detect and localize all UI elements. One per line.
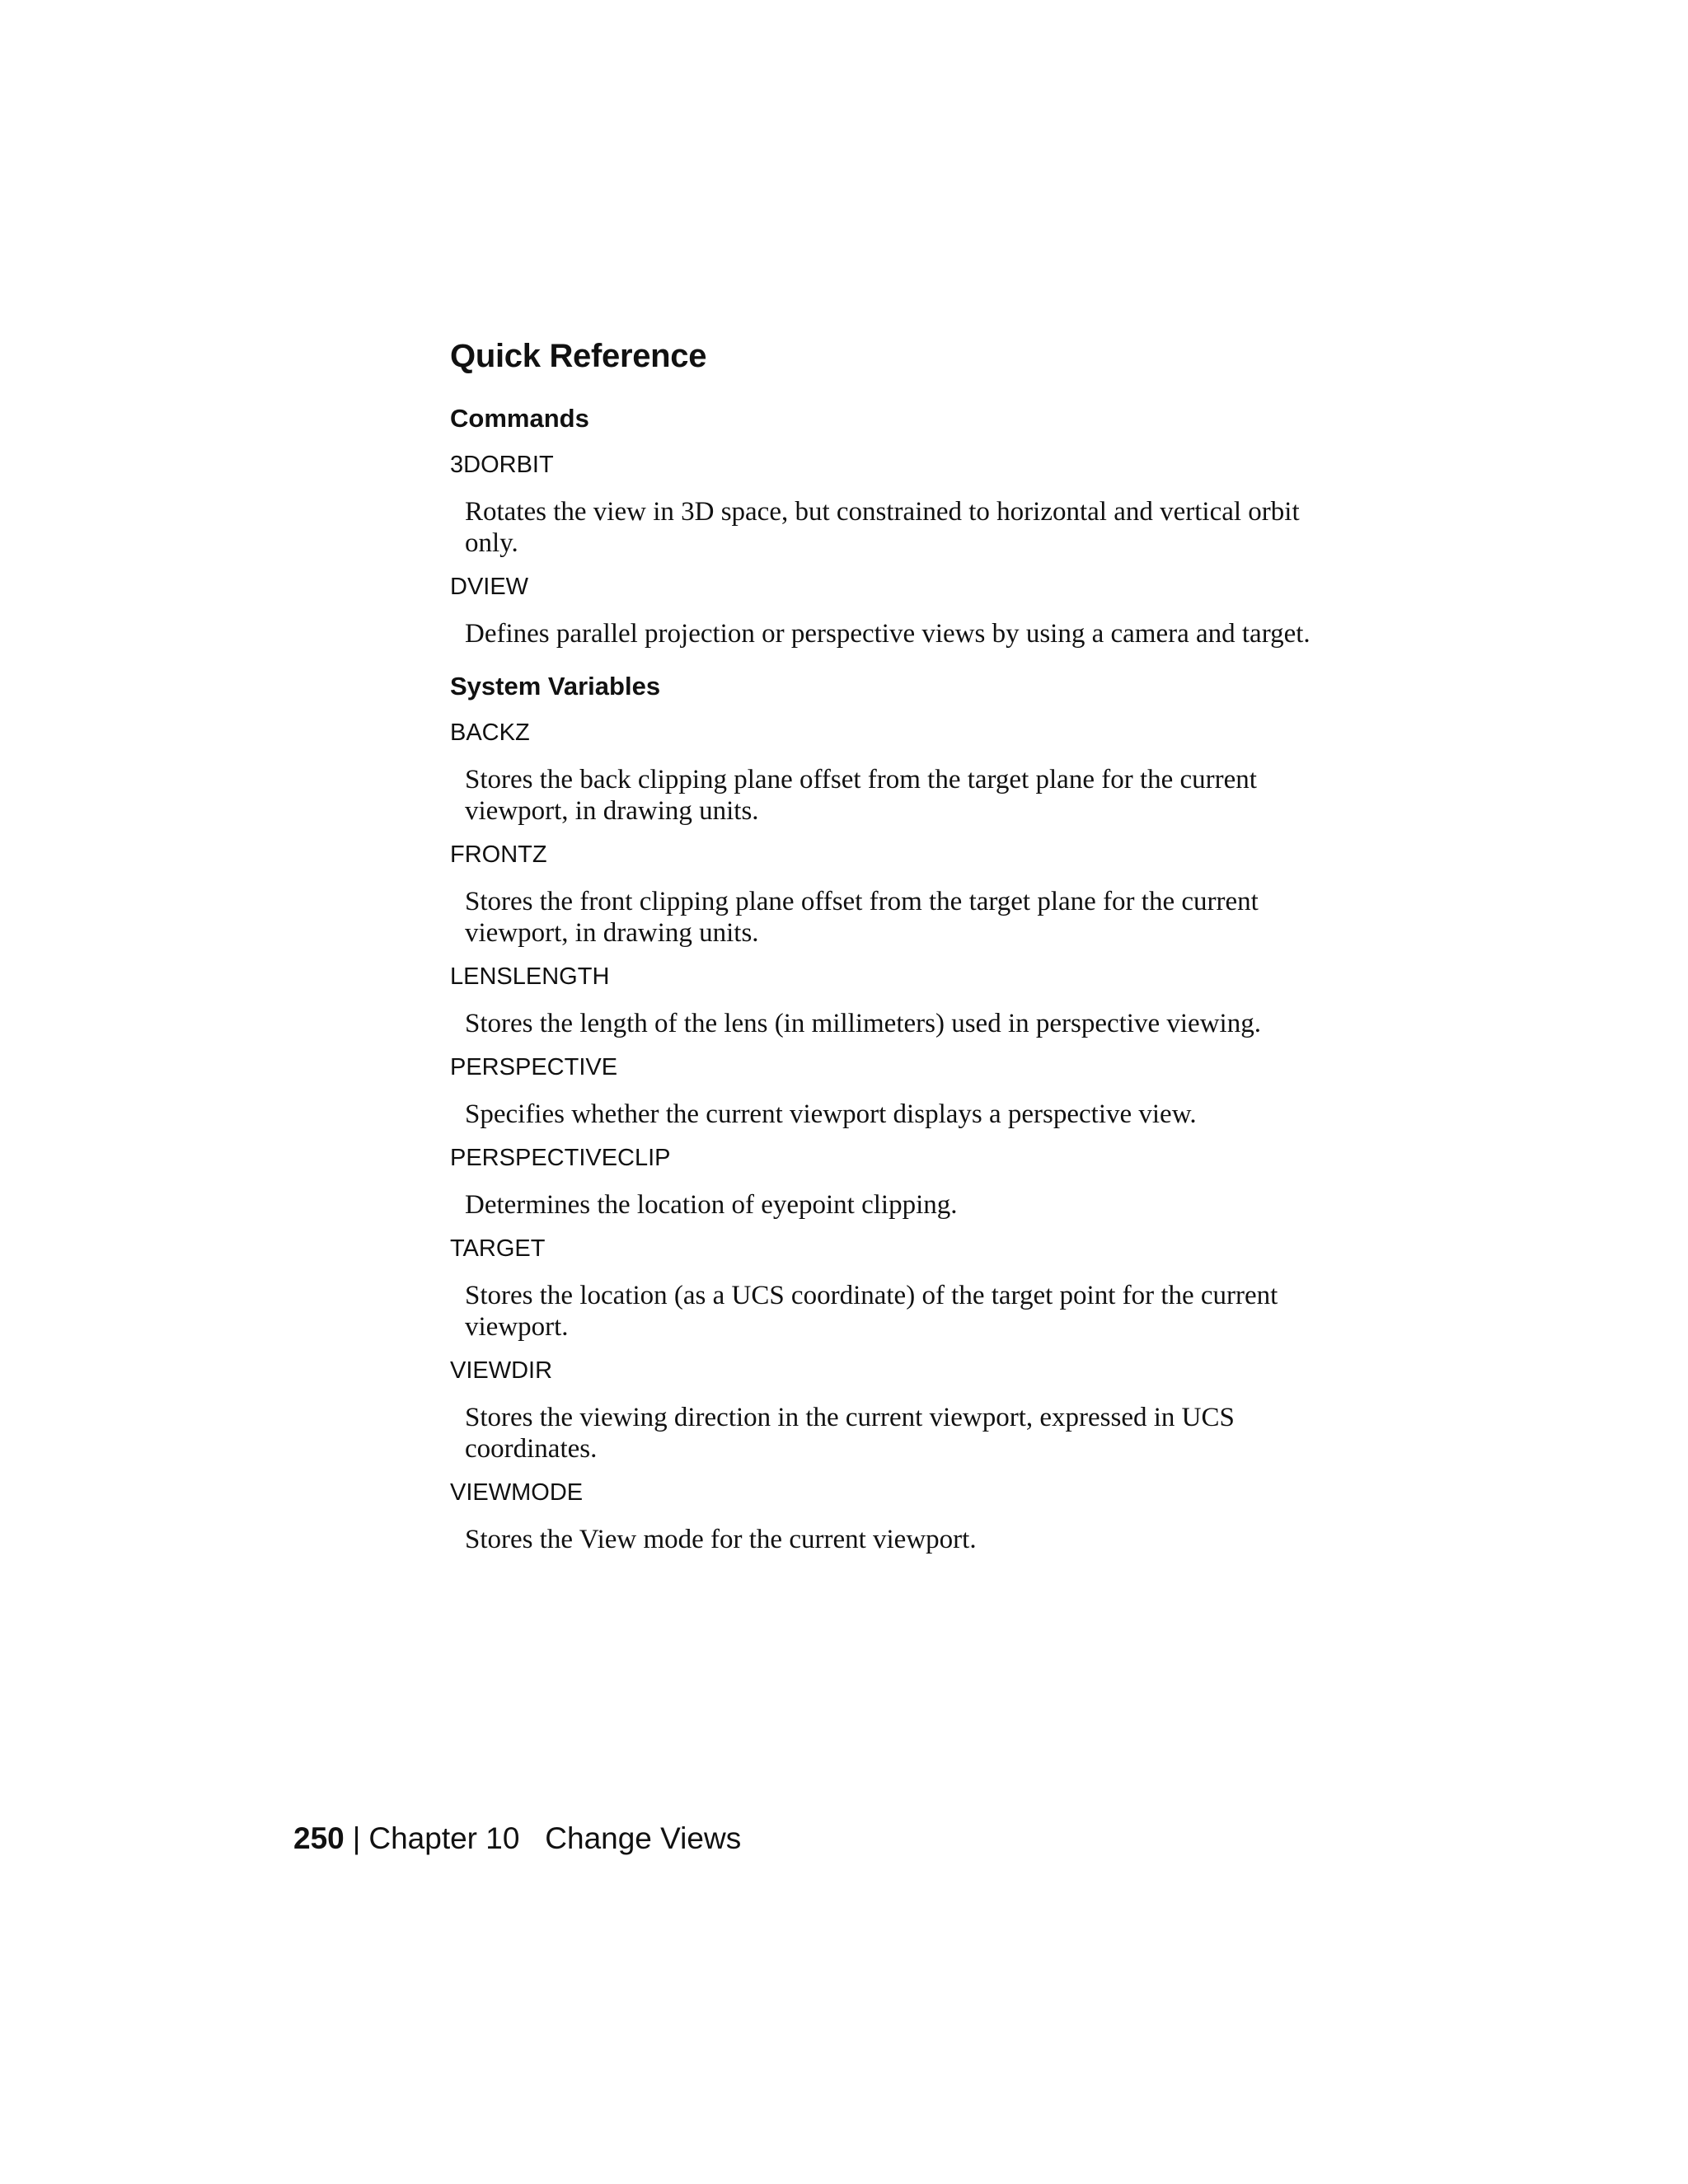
page-footer bbox=[293, 1820, 741, 1858]
term-frontz: FRONTZ bbox=[450, 841, 547, 868]
term-perspectiveclip: PERSPECTIVECLIP bbox=[450, 1145, 671, 1171]
term-dview: DVIEW bbox=[450, 574, 529, 600]
desc-target: Stores the location (as a UCS coordinate) of the target point for the current viewport. bbox=[465, 1281, 1278, 1342]
term-viewmode: VIEWMODE bbox=[450, 1479, 584, 1506]
term-lenslength: LENSLENGTH bbox=[450, 963, 610, 990]
group-title-system-variables: System Variables bbox=[450, 672, 661, 701]
quick-reference-section bbox=[450, 336, 1357, 1567]
footer-separator: | bbox=[352, 1821, 361, 1855]
term-3dorbit: 3DORBIT bbox=[450, 452, 554, 478]
desc-perspective: Specifies whether the current viewport displays a perspective view. bbox=[465, 1099, 1197, 1129]
term-target: TARGET bbox=[450, 1235, 546, 1262]
desc-frontz: Stores the front clipping plane offset from the target plane for the current viewport, in drawing units. bbox=[465, 887, 1259, 948]
desc-perspectiveclip: Determines the location of eyepoint clipping. bbox=[465, 1190, 958, 1220]
desc-3dorbit: Rotates the view in 3D space, but constrained to horizontal and vertical orbit only. bbox=[465, 497, 1300, 558]
system-variables-group bbox=[450, 670, 1357, 1555]
chapter-label: Chapter 10 bbox=[368, 1821, 520, 1855]
term-backz: BACKZ bbox=[450, 719, 530, 746]
term-perspective: PERSPECTIVE bbox=[450, 1054, 618, 1080]
desc-backz: Stores the back clipping plane offset from the target plane for the current viewport, in drawing units. bbox=[465, 765, 1257, 826]
desc-dview: Defines parallel projection or perspective views by using a camera and target. bbox=[465, 619, 1311, 649]
group-title-commands: Commands bbox=[450, 404, 589, 433]
section-title: Quick Reference bbox=[450, 338, 707, 374]
page-number: 250 bbox=[293, 1821, 345, 1855]
desc-viewmode: Stores the View mode for the current viewport. bbox=[465, 1525, 977, 1554]
chapter-title: Change Views bbox=[545, 1821, 742, 1855]
commands-group bbox=[450, 402, 1357, 649]
desc-viewdir: Stores the viewing direction in the current viewport, expressed in UCS coordinates. bbox=[465, 1403, 1235, 1464]
desc-lenslength: Stores the length of the lens (in millimeters) used in perspective viewing. bbox=[465, 1009, 1261, 1038]
term-viewdir: VIEWDIR bbox=[450, 1357, 553, 1384]
